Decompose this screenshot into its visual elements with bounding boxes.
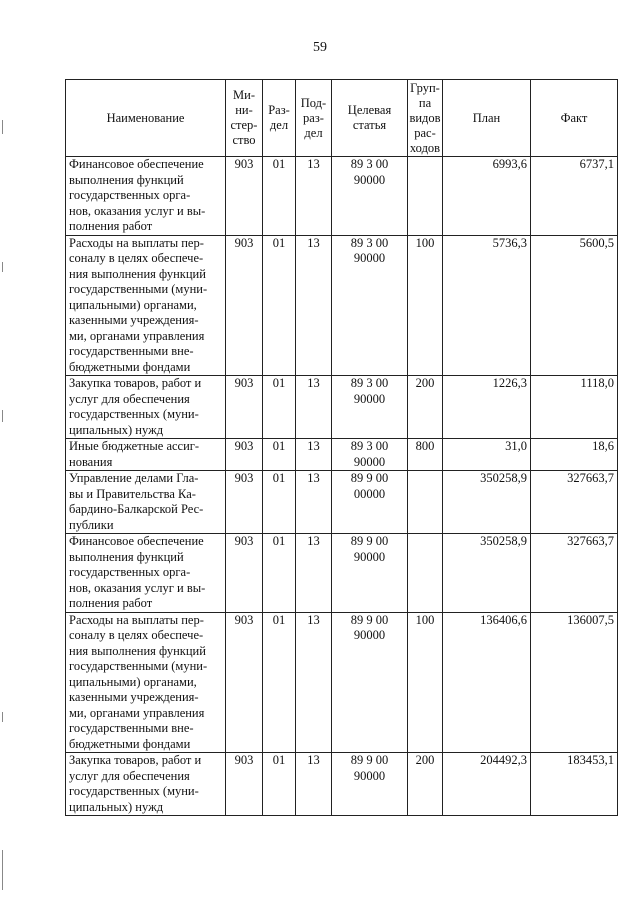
header-plan-label: План (472, 110, 501, 125)
cell-section: 01 (263, 376, 296, 439)
cell-ministry: 903 (226, 753, 263, 816)
cell-ministry: 903 (226, 235, 263, 376)
scan-margin-mark (2, 410, 3, 422)
cell-plan: 136406,6 (443, 612, 531, 753)
header-row (66, 80, 618, 157)
cell-fact: 327663,7 (531, 534, 618, 613)
header-target (332, 80, 408, 157)
cell-target: 89 9 00 90000 (332, 534, 408, 613)
cell-group: 100 (408, 235, 443, 376)
header-group-label: Груп- па видов рас- ходов (409, 80, 441, 155)
table-row (66, 235, 618, 376)
cell-plan: 350258,9 (443, 534, 531, 613)
header-group (408, 80, 443, 157)
cell-fact: 327663,7 (531, 471, 618, 534)
cell-group: 800 (408, 439, 443, 471)
page-number: 59 (313, 40, 327, 55)
cell-ministry: 903 (226, 157, 263, 236)
scan-margin-mark (2, 120, 3, 134)
cell-section: 01 (263, 534, 296, 613)
header-name (66, 80, 226, 157)
cell-section: 01 (263, 157, 296, 236)
cell-group: 100 (408, 612, 443, 753)
cell-plan: 204492,3 (443, 753, 531, 816)
cell-fact: 6737,1 (531, 157, 618, 236)
table-row (66, 157, 618, 236)
table-row (66, 439, 618, 471)
cell-target: 89 9 00 00000 (332, 471, 408, 534)
header-ministry (226, 80, 263, 157)
cell-target: 89 3 00 90000 (332, 376, 408, 439)
cell-group (408, 471, 443, 534)
cell-plan: 350258,9 (443, 471, 531, 534)
scan-margin-mark (2, 850, 3, 890)
cell-section: 01 (263, 439, 296, 471)
cell-section: 01 (263, 753, 296, 816)
cell-target: 89 3 00 90000 (332, 157, 408, 236)
scan-margin-mark (2, 712, 3, 722)
cell-subsection: 13 (296, 157, 332, 236)
header-plan (443, 80, 531, 157)
cell-name: Закупка товаров, работ и услуг для обеспечения государственных (муни- ципальных) нужд (66, 376, 226, 439)
cell-ministry: 903 (226, 612, 263, 753)
budget-table (65, 79, 618, 816)
cell-subsection: 13 (296, 612, 332, 753)
table-header (66, 80, 618, 157)
cell-target: 89 9 00 90000 (332, 753, 408, 816)
cell-group (408, 157, 443, 236)
header-target-label: Целевая статья (347, 103, 392, 132)
cell-fact: 136007,5 (531, 612, 618, 753)
header-section-label: Раз- дел (268, 103, 290, 132)
table-row (66, 376, 618, 439)
cell-subsection: 13 (296, 376, 332, 439)
cell-subsection: 13 (296, 753, 332, 816)
cell-plan: 1226,3 (443, 376, 531, 439)
cell-ministry: 903 (226, 534, 263, 613)
cell-subsection: 13 (296, 439, 332, 471)
cell-name: Расходы на выплаты пер- соналу в целях обеспече- ния выполнения функций государственными (муни- ципальными) органами, казенными учреждения- ми, органами управления государственными вне- бюджетными фондами (66, 235, 226, 376)
header-subsection (296, 80, 332, 157)
cell-plan: 31,0 (443, 439, 531, 471)
cell-section: 01 (263, 612, 296, 753)
cell-group: 200 (408, 376, 443, 439)
cell-ministry: 903 (226, 471, 263, 534)
cell-ministry: 903 (226, 439, 263, 471)
header-fact-label: Факт (560, 110, 588, 125)
cell-name: Управление делами Гла- вы и Правительства Ка- бардино-Балкарской Рес- публики (66, 471, 226, 534)
table-row (66, 471, 618, 534)
cell-section: 01 (263, 471, 296, 534)
cell-section: 01 (263, 235, 296, 376)
cell-group (408, 534, 443, 613)
cell-name: Финансовое обеспечение выполнения функций государственных орга- нов, оказания услуг и вы- полнения работ (66, 157, 226, 236)
cell-group: 200 (408, 753, 443, 816)
cell-fact: 1118,0 (531, 376, 618, 439)
cell-name: Расходы на выплаты пер- соналу в целях обеспече- ния выполнения функций государственными (муни- ципальными) органами, казенными учреждения- ми, органами управления государственными вне- бюджетными фондами (66, 612, 226, 753)
cell-ministry: 903 (226, 376, 263, 439)
header-fact (531, 80, 618, 157)
table-row (66, 612, 618, 753)
cell-name: Иные бюджетные ассиг- нования (66, 439, 226, 471)
cell-target: 89 9 00 90000 (332, 612, 408, 753)
cell-subsection: 13 (296, 235, 332, 376)
cell-target: 89 3 00 90000 (332, 235, 408, 376)
cell-fact: 18,6 (531, 439, 618, 471)
cell-subsection: 13 (296, 534, 332, 613)
cell-plan: 6993,6 (443, 157, 531, 236)
cell-fact: 5600,5 (531, 235, 618, 376)
table-body (66, 157, 618, 816)
header-subsection-label: Под- раз- дел (300, 95, 327, 140)
table-row (66, 534, 618, 613)
cell-plan: 5736,3 (443, 235, 531, 376)
cell-fact: 183453,1 (531, 753, 618, 816)
header-ministry-label: Ми- ни- стер- ство (230, 88, 258, 147)
header-name-label: Наименование (106, 110, 185, 125)
table-row (66, 753, 618, 816)
cell-target: 89 3 00 90000 (332, 439, 408, 471)
cell-name: Закупка товаров, работ и услуг для обеспечения государственных (муни- ципальных) нужд (66, 753, 226, 816)
scan-margin-mark (2, 262, 3, 272)
cell-subsection: 13 (296, 471, 332, 534)
cell-name: Финансовое обеспечение выполнения функций государственных орга- нов, оказания услуг и вы- полнения работ (66, 534, 226, 613)
header-section (263, 80, 296, 157)
